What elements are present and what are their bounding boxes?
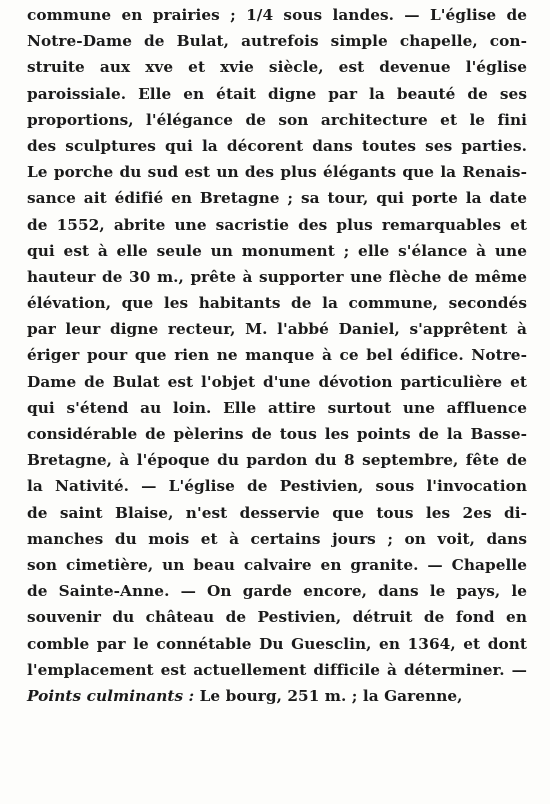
- text-line-14: ériger pour que rien ne manque à ce bel édifice. Notre-: [27, 346, 527, 365]
- text-line-17: considérable de pèlerins de tous les points de la Basse-: [27, 425, 527, 443]
- points-culminants-values: Le bourg, 251 m. ; la Garenne,: [194, 686, 463, 705]
- text-line-20: de saint Blaise, n'est desservie que tous les 2es di-: [27, 503, 527, 522]
- text-line-21: manches du mois et à certains jours ; on voit, dans: [27, 529, 527, 548]
- text-line-11: hauteur de 30 m., prête à supporter une flèche de même: [27, 267, 527, 286]
- text-line-7: Le porche du sud est un des plus élégants que la Renais-: [27, 163, 527, 182]
- text-line-23: de Sainte-Anne. — On garde encore, dans le pays, le: [27, 582, 527, 601]
- text-line-13: par leur digne recteur, M. l'abbé Daniel, s'apprêtent à: [27, 320, 527, 339]
- text-line-6: des sculptures qui la décorent dans toutes ses parties.: [27, 136, 527, 155]
- text-line-8: sance ait édifié en Bretagne ; sa tour, qui porte la date: [27, 189, 527, 208]
- text-line-19: la Nativité. — L'église de Pestivien, sous l'invocation: [27, 477, 527, 496]
- text-line-16: qui s'étend au loin. Elle attire surtout une affluence: [27, 398, 527, 417]
- text-line-25: comble par le connétable Du Guesclin, en 1364, et dont: [27, 634, 527, 653]
- text-line-2: Notre-Dame de Bulat, autrefois simple chapelle, con-: [27, 32, 527, 51]
- text-line-27: [27, 683, 527, 709]
- text-line-18: Bretagne, à l'époque du pardon du 8 septembre, fête de: [27, 451, 527, 470]
- text-line-3: struite aux xve et xvie siècle, est devenue l'église: [27, 58, 527, 77]
- text-line-26: l'emplacement est actuellement difficile à déterminer. —: [27, 660, 527, 679]
- text-line-5: proportions, l'élégance de son architecture et le fini: [27, 110, 527, 129]
- text-line-24: souvenir du château de Pestivien, détruit de fond en: [27, 608, 527, 627]
- text-line-12: élévation, que les habitants de la commune, secondés: [27, 294, 527, 313]
- text-line-1: commune en prairies ; 1/4 sous landes. — L'église de: [27, 6, 527, 24]
- text-line-22: son cimetière, un beau calvaire en granite. — Chapelle: [27, 555, 527, 574]
- body-text: [27, 2, 527, 709]
- text-line-9: de 1552, abrite une sacristie des plus remarquables et: [27, 215, 527, 234]
- text-line-15: Dame de Bulat est l'objet d'une dévotion particulière et: [27, 372, 527, 391]
- text-line-10: qui est à elle seule un monument ; elle s'élance à une: [27, 241, 527, 260]
- points-culminants-label: Points culminants :: [27, 686, 195, 705]
- text-line-4: paroissiale. Elle en était digne par la beauté de ses: [27, 84, 527, 103]
